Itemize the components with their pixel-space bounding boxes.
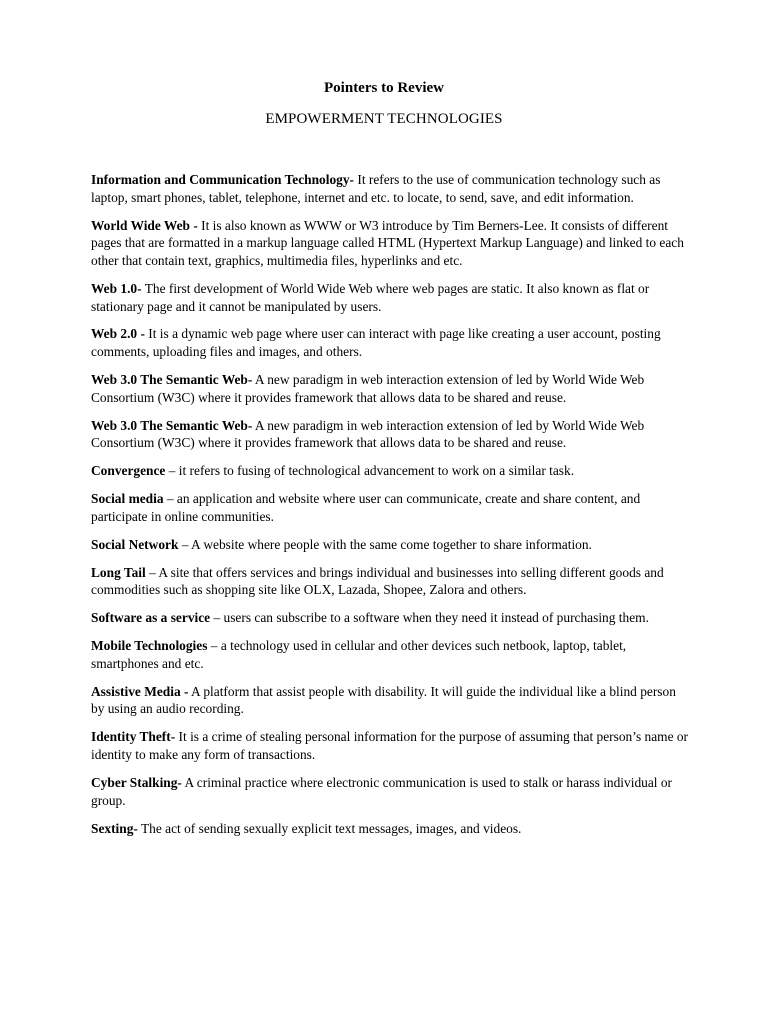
definition-term: Convergence — [91, 463, 166, 479]
definition-entry — [91, 217, 691, 270]
definition-text: The first development of World Wide Web where web pages are static. It also known as flat or stationary page and it cannot be manipulated by users. — [91, 280, 650, 314]
definition-term: Sexting- — [91, 820, 138, 836]
definition-entry — [91, 417, 691, 452]
definition-entry — [91, 820, 691, 838]
definition-text: – A site that offers services and brings individual and businesses into selling different goods and commodities such as shopping site like OLX, Lazada, Shopee, Zalora and others. — [91, 564, 664, 598]
definition-entry — [91, 280, 691, 315]
definition-entry — [91, 462, 691, 480]
definition-entry — [91, 774, 691, 809]
definition-text: – an application and website where user can communicate, create and share content, and participate in online communities. — [91, 491, 641, 524]
definition-text: It is also known as WWW or W3 introduce by Tim Berners-Lee. It consists of different pages that are formatted in a markup language called HTML (Hypertext Markup Language) and linked to each other that contain text, graphics, multimedia files, hyperlinks and etc. — [91, 217, 684, 268]
definition-entry — [91, 728, 691, 763]
page-subtitle: EMPOWERMENT TECHNOLOGIES — [265, 111, 503, 127]
definition-text: – a technology used in cellular and other devices such netbook, laptop, tablet, smartphones and etc. — [91, 638, 627, 671]
definition-term: Mobile Technologies — [91, 638, 208, 654]
definition-entry — [91, 683, 691, 718]
definition-text: It refers to the use of communication technology such as laptop, smart phones, tablet, telephone, internet and etc. to locate, to send, save, and edit information. — [91, 172, 661, 205]
definition-entry — [91, 637, 691, 672]
definition-term: Social Network — [91, 536, 179, 552]
definition-text: It is a dynamic web page where user can interact with page like creating a user account, posting comments, uploading files and images, and others. — [91, 326, 661, 360]
definition-text: – it refers to fusing of technological advancement to work on a similar task. — [165, 463, 575, 479]
definition-term: Web 2.0 - — [91, 326, 145, 342]
definition-entry — [91, 325, 691, 360]
definition-term: Web 3.0 The Semantic Web- — [91, 372, 253, 388]
definition-text: – users can subscribe to a software when they need it instead of purchasing them. — [210, 610, 649, 626]
definition-entry — [91, 171, 691, 206]
definition-entry — [91, 490, 691, 525]
definition-text: A new paradigm in web interaction extension of led by World Wide Web Consortium (W3C) where it provides framework that allows data to be shared and reuse. — [91, 417, 645, 451]
definition-entry — [91, 371, 691, 406]
definition-term: Web 3.0 The Semantic Web- — [91, 417, 253, 433]
definition-text: The act of sending sexually explicit text messages, images, and videos. — [137, 820, 522, 836]
definition-entry — [91, 564, 691, 599]
definition-term: World Wide Web - — [91, 217, 198, 233]
definition-text: A criminal practice where electronic communication is used to stalk or harass individual or group. — [91, 774, 673, 808]
definition-term: Assistive Media - — [91, 683, 189, 699]
definition-entry — [91, 536, 691, 554]
definitions-list — [91, 171, 691, 847]
definition-term: Web 1.0- — [91, 280, 142, 296]
definition-entry — [91, 609, 691, 627]
definition-term: Social media — [91, 491, 164, 507]
definition-term: Identity Theft- — [91, 729, 176, 745]
definition-text: A new paradigm in web interaction extension of led by World Wide Web Consortium (W3C) where it provides framework that allows data to be shared and reuse. — [91, 372, 645, 405]
definition-text: – A website where people with the same come together to share information. — [178, 536, 592, 552]
definition-term: Information and Communication Technology- — [91, 172, 355, 187]
page-title: Pointers to Review — [324, 80, 444, 96]
definition-text: It is a crime of stealing personal information for the purpose of assuming that person’s name or identity to make any form of transactions. — [91, 729, 689, 763]
definition-term: Cyber Stalking- — [91, 774, 182, 790]
definition-text: A platform that assist people with disability. It will guide the individual like a blind person by using an audio recording. — [91, 683, 676, 717]
definition-term: Software as a service — [91, 610, 211, 626]
definition-term: Long Tail — [91, 564, 146, 580]
